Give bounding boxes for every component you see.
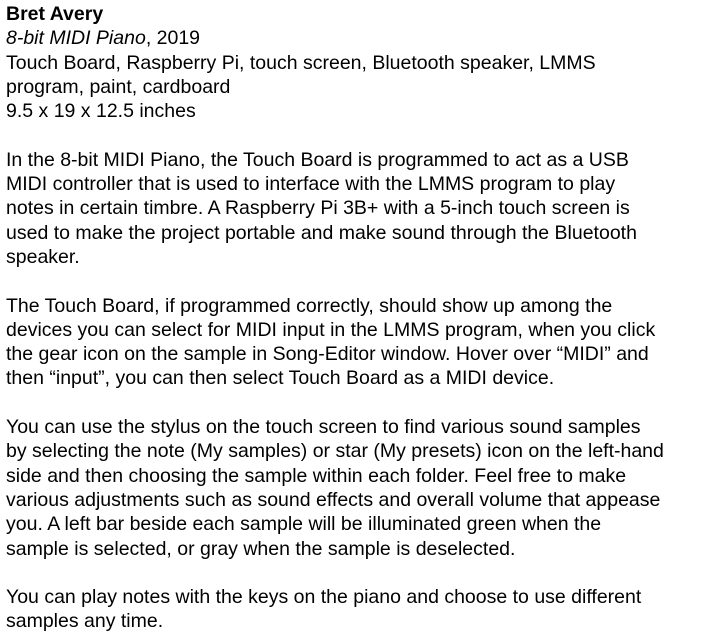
paragraph-touch-screen [6,415,727,561]
artist-name: Bret Avery [6,3,104,25]
paragraph-line: In the 8-bit MIDI Piano, the Touch Board is programmed to act as a USB [6,148,629,171]
paragraph-line: side and then choosing the sample within each folder. Feel free to make [6,464,627,487]
paragraph-line: the gear icon on the sample in Song-Editor window. Hover over “MIDI” and [6,343,649,366]
title-line [6,26,727,50]
paragraph-line: sample is selected, or gray when the sample is deselected. [6,537,516,560]
paragraph-line: samples any time. [6,610,164,633]
paragraph-line: various adjustments such as sound effects and overall volume that appease [6,488,661,511]
materials-line-1: Touch Board, Raspberry Pi, touch screen, Bluetooth speaker, LMMS [6,51,596,74]
artwork-year: , 2019 [145,27,201,50]
paragraph-line: devices you can select for MIDI input in the LMMS program, when you click [6,318,656,341]
paragraph-line: You can use the stylus on the touch screen to find various sound samples [6,416,641,439]
paragraph-line: then “input”, you can then select Touch Board as a MIDI device. [6,367,555,390]
artwork-label-header [6,2,727,123]
artwork-dimensions: 9.5 x 19 x 12.5 inches [6,100,196,123]
paragraph-play-notes [6,585,727,634]
paragraph-line: by selecting the note (My samples) or star (My presets) icon on the left-hand [6,440,664,463]
paragraph-line: notes in certain timbre. A Raspberry Pi 3B+ with a 5-inch touch screen is [6,197,630,220]
paragraph-line: you. A left bar beside each sample will be illuminated green when the [6,513,602,536]
paragraph-line: used to make the project portable and make sound through the Bluetooth [6,221,637,244]
paragraph-midi-setup [6,294,727,391]
paragraph-line: The Touch Board, if programmed correctly, should show up among the [6,294,613,317]
paragraph-intro [6,148,727,269]
materials-line-2: program, paint, cardboard [6,75,231,98]
paragraph-line: MIDI controller that is used to interface with the LMMS program to play [6,173,616,196]
paragraph-line: You can play notes with the keys on the piano and choose to use different [6,586,642,609]
artwork-title: 8-bit MIDI Piano [6,27,146,50]
paragraph-line: speaker. [6,245,80,268]
